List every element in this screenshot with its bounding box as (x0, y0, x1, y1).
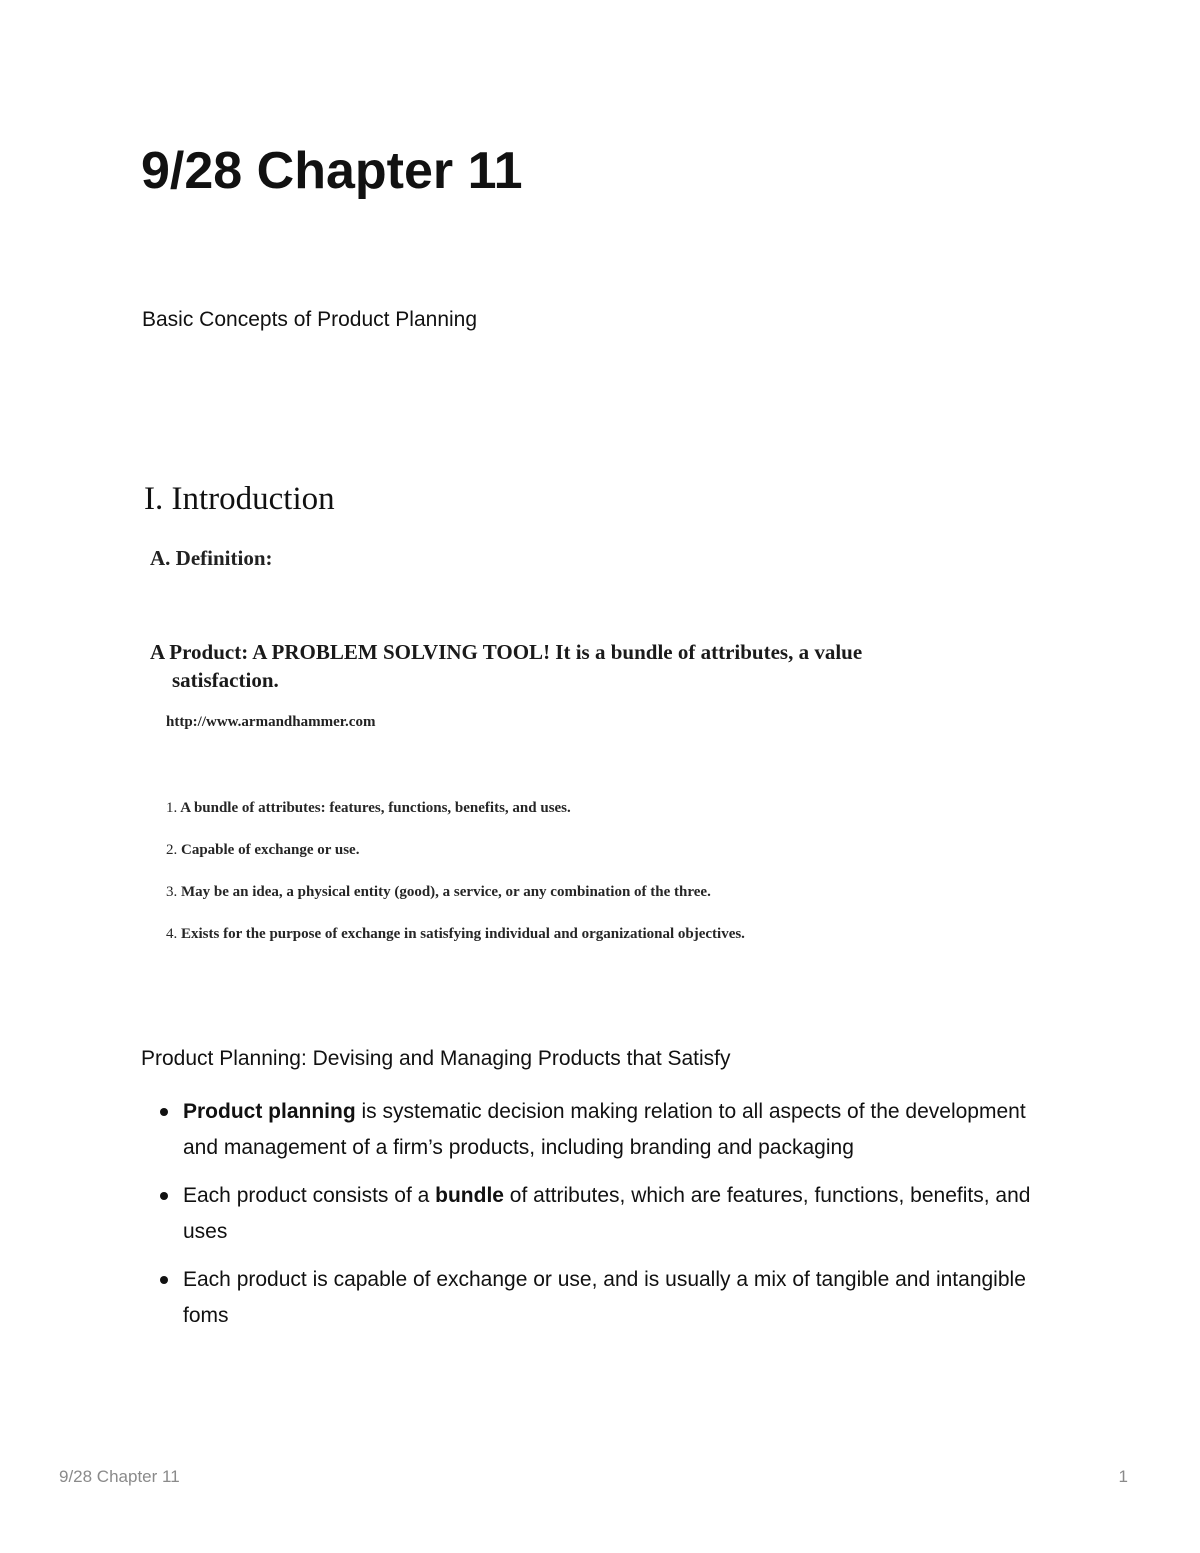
bullet-icon (160, 1192, 168, 1200)
slide-definition (150, 638, 1030, 694)
embedded-slide-image (140, 478, 1040, 958)
page-title: 9/28 Chapter 11 (141, 142, 523, 200)
bullet-icon (160, 1108, 168, 1116)
slide-list-item: 4. Exists for the purpose of exchange in satisfying individual and organizational objectives. (166, 926, 745, 942)
slide-subheading: A. Definition: (150, 546, 273, 570)
slide-list-item: 3. May be an idea, a physical entity (good), a service, or any combination of the three. (166, 884, 711, 900)
bullet-list (141, 1094, 1041, 1346)
slide-heading: I. Introduction (144, 481, 335, 517)
bullet-item: Each product is capable of exchange or use, and is usually a mix of tangible and intangible foms (141, 1262, 1041, 1333)
slide-list-item: 2. Capable of exchange or use. (166, 842, 360, 858)
slide-list-item: 1. A bundle of attributes: features, functions, benefits, and uses. (166, 800, 571, 816)
slide-definition-line1: A Product: A PROBLEM SOLVING TOOL! It is a bundle of attributes, a value (150, 640, 863, 664)
slide-url: http://www.armandhammer.com (166, 714, 376, 730)
slide-definition-line2: satisfaction. (172, 668, 279, 692)
bullet-item: Product planning is systematic decision making relation to all aspects of the development and management of a firm’s products, including branding and packaging (141, 1094, 1041, 1165)
bullet-icon (160, 1276, 168, 1284)
slide-numbered-list (166, 798, 745, 966)
page-subtitle: Basic Concepts of Product Planning (142, 308, 478, 331)
section-heading: Product Planning: Devising and Managing Products that Satisfy (141, 1047, 731, 1070)
bullet-item: Each product consists of a bundle of attributes, which are features, functions, benefits, and uses (141, 1178, 1041, 1249)
footer-title: 9/28 Chapter 11 (59, 1467, 180, 1486)
page-number: 1 (1118, 1467, 1128, 1486)
